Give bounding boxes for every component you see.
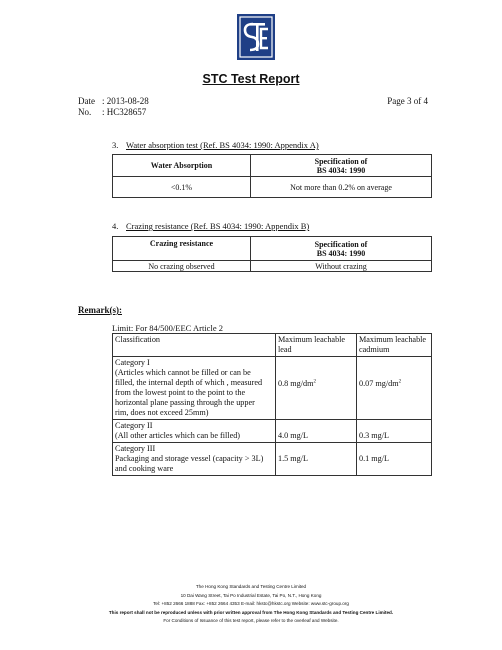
section-3-heading xyxy=(112,140,319,150)
crazing-resistance-result: No crazing observed xyxy=(113,261,251,272)
table-row xyxy=(113,357,432,420)
report-meta xyxy=(78,96,149,118)
limit-text: Limit: For 84/500/EEC Article 2 xyxy=(112,323,223,333)
section-3-number: 3. xyxy=(112,140,119,150)
category-2-lead xyxy=(276,420,357,443)
category-1-name: Category I xyxy=(115,358,150,367)
footer-contact: Tel: +852 2666 1888 Fax: +852 2664 4353 E-mail: hkstc@hkstc.org Website: www.stc-group.org xyxy=(153,601,349,606)
section-4-number: 4. xyxy=(112,221,119,231)
number-row xyxy=(78,107,149,118)
category-2-cadmium-value: 0.3 mg/L xyxy=(359,431,390,440)
cadmium-header xyxy=(357,334,432,357)
remarks-heading: Remark(s): xyxy=(78,305,122,315)
table-row xyxy=(113,443,432,476)
category-3-desc-line: Packaging and storage vessel (capacity > 3L) xyxy=(115,454,264,463)
water-absorption-result: <0.1% xyxy=(113,177,251,198)
category-2-cadmium xyxy=(357,420,432,443)
number-value: : HC328657 xyxy=(102,107,147,117)
cadmium-header-line2: cadmium xyxy=(359,345,390,354)
category-2-desc-line: (All other articles which can be filled) xyxy=(115,431,241,440)
category-2-lead-value: 4.0 mg/L xyxy=(278,431,309,440)
category-2-cell xyxy=(113,420,276,443)
report-title: STC Test Report xyxy=(202,72,300,86)
category-3-lead xyxy=(276,443,357,476)
category-1-desc-line: filled, the internal depth of which , measured xyxy=(115,378,263,387)
category-1-lead-exponent: 2 xyxy=(313,379,316,385)
lead-header-line2: lead xyxy=(278,345,292,354)
category-3-desc-line: and cooking ware xyxy=(115,464,174,473)
cadmium-header-line1: Maximum leachable xyxy=(359,335,427,344)
section-3-title: Water absorption test (Ref. BS 4034: 1990: Appendix A) xyxy=(126,140,319,150)
number-label: No. xyxy=(78,107,92,117)
stc-logo xyxy=(237,14,275,60)
crazing-resistance-spec: Without crazing xyxy=(251,261,432,272)
specification-header-line1: Specification of xyxy=(314,156,368,166)
category-1-desc-line: (Articles which cannot be filled or can be xyxy=(115,368,251,377)
footer-company: The Hong Kong Standards and Testing Centre Limited xyxy=(195,584,307,589)
section-4-title: Crazing resistance (Ref. BS 4034: 1990: Appendix B) xyxy=(126,221,310,231)
crazing-resistance-table xyxy=(112,236,432,272)
category-1-cell xyxy=(113,357,276,420)
leachable-limits-table xyxy=(112,333,432,476)
category-3-name: Category III xyxy=(115,444,156,453)
category-1-desc-line: rim, does not exceed 25mm) xyxy=(115,408,209,417)
category-1-desc-line: from the lowest point to the point to the xyxy=(115,388,246,397)
classification-header: Classification xyxy=(113,334,276,357)
water-absorption-header: Water Absorption xyxy=(113,155,251,177)
lead-header xyxy=(276,334,357,357)
date-row xyxy=(78,96,149,107)
table-row xyxy=(113,420,432,443)
crazing-resistance-header: Crazing resistance xyxy=(113,237,251,261)
page-number: Page 3 of 4 xyxy=(387,96,428,106)
footer-address: 10 Dai Wang Street, Tai Po Industrial Estate, Tai Po, N.T., Hong Kong xyxy=(180,592,322,598)
specification-header xyxy=(251,155,432,177)
footer-reproduction-notice: This report shall not be reproduced unless with prior written approval from The Hong Kong Standards and Testing Centre Limited. xyxy=(108,609,394,615)
category-1-cadmium-value: 0.07 mg/dm xyxy=(359,379,399,388)
category-1-cadmium-exponent: 2 xyxy=(398,379,402,385)
date-value: : 2013-08-28 xyxy=(102,96,149,106)
water-absorption-spec: Not more than 0.2% on average xyxy=(251,177,432,198)
lead-header-line1: Maximum leachable xyxy=(278,335,346,344)
footer-conditions-notice: For Conditions of Issuance of this test report, please refer to the overleaf and Website. xyxy=(163,618,339,623)
category-3-lead-value: 1.5 mg/L xyxy=(278,454,309,463)
specification-header xyxy=(251,237,432,261)
date-label: Date xyxy=(78,96,95,106)
page-footer xyxy=(0,583,502,626)
water-absorption-table xyxy=(112,154,432,198)
category-3-cell xyxy=(113,443,276,476)
category-3-cadmium-value: 0.1 mg/L xyxy=(359,454,390,463)
category-1-lead-value: 0.8 mg/dm xyxy=(278,379,314,388)
category-3-cadmium xyxy=(357,443,432,476)
specification-header-line2: BS 4034: 1990 xyxy=(316,165,366,175)
specification-header-line2: BS 4034: 1990 xyxy=(316,248,366,258)
category-1-desc-line: horizontal plane passing through the upper xyxy=(115,398,255,407)
category-2-name: Category II xyxy=(115,421,153,430)
category-1-lead xyxy=(276,357,357,420)
category-1-cadmium xyxy=(357,357,432,420)
section-4-heading xyxy=(112,221,309,231)
specification-header-line1: Specification of xyxy=(314,239,368,249)
